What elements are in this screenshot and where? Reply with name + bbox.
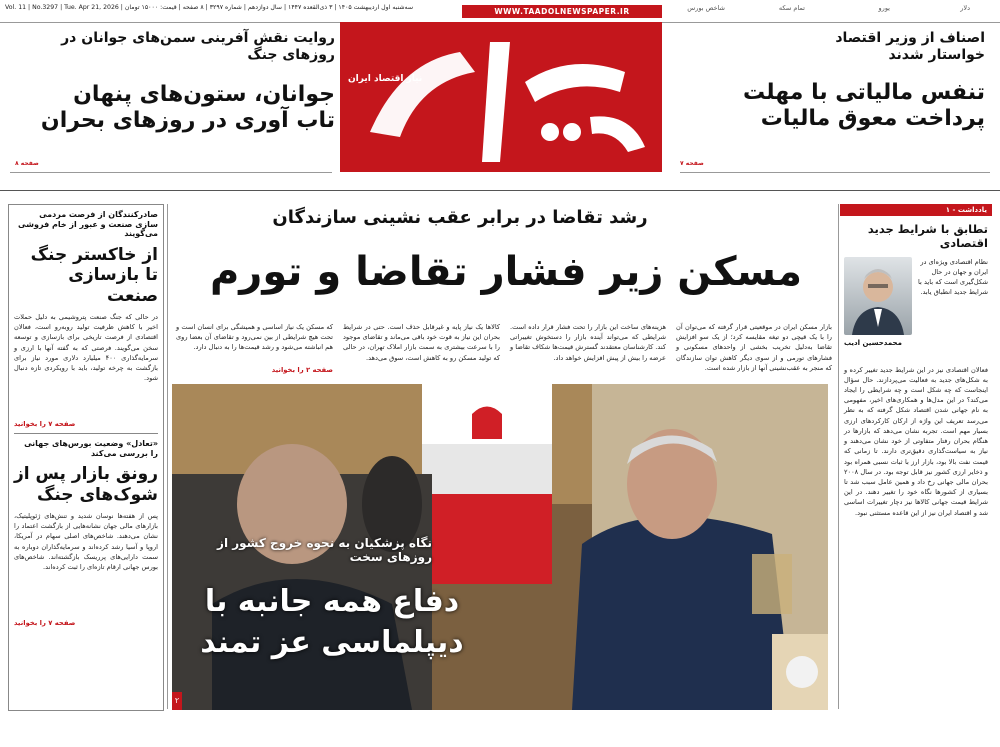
top-right-story[interactable] <box>665 30 985 132</box>
editorial-intro: نظام اقتصادی ویژه‌ای در ایران و جهان در حال شکل‌گیری است که باید با شرایط جدید انطباق یابد. <box>918 257 988 297</box>
story-page-ref[interactable]: صفحه ۷ را بخوانید <box>14 618 76 627</box>
photo-kicker: نگاه پزشکیان به نحوه خروج کشور از روزهای سخت <box>217 536 432 564</box>
editorial-headline: تطابق با شرایط جدید اقتصادی <box>867 222 988 250</box>
left-column <box>8 204 164 711</box>
website-bar[interactable]: WWW.TAADOLNEWSPAPER.IR <box>462 5 662 18</box>
story-headline: رونق بازار پس از شوک‌های جنگ <box>13 464 158 505</box>
photo-headline: دفاع همه جانبه با دیپلماسی عز تمند <box>200 584 464 660</box>
column-rule <box>167 204 168 709</box>
story-kicker: صادرکنندگان از فرصت مردمی سازی صنعت و عبور از خام فروشی می‌گویند <box>18 210 158 239</box>
ticker-item: یورو <box>878 4 890 12</box>
issue-line: Vol. 11 | No.3297 | Tue. Apr 21, 2026 | سه‌شنبه اول اردیبهشت ۱۴۰۵ | ۳ ذی‌القعده ۱۴۴۷ | سال دوازدهم | شماره ۳۲۹۷ | ۸ صفحه | قیمت: ۱۵۰۰۰ تومان <box>5 4 414 11</box>
main-column: کالاها یک نیاز پایه و غیرقابل حذف است. حتی در شرایط بحران این نیاز به قوت خود باقی می‌ماند و تقاضای موجود را با سرعت بیشتری به سمت بازار املاک تهران، در حالی که تولید مسکن رو به کاهش است، سوق می‌دهد. <box>343 323 500 362</box>
main-headline: مسکن زیر فشار تقاضا و تورم <box>209 249 803 295</box>
main-column: بازار مسکن ایران در موقعیتی قرار گرفته که می‌توان آن را با یک قیچی دو تیغه مقایسه کرد؛ از یک سو افزایش تقاضا به‌دلیل تخریب بخشی از واحدهای مسکونی و فشارهای تورمی و از سوی دیگر کاهش توان سازندگان که منجر به عقب‌نشینی آنها از بازار شده است. <box>676 323 832 372</box>
story-headline: جوانان، ستون‌های پنهان تاب آوری در روزهای بحران <box>40 81 335 133</box>
main-kicker: رشد تقاضا در برابر عقب نشینی سازندگان <box>272 207 648 228</box>
author-portrait-icon <box>844 257 912 335</box>
ticker-item: شاخص بورس <box>687 4 725 12</box>
divider <box>680 172 990 173</box>
section-divider <box>0 190 1000 191</box>
main-column: که مسکن یک نیاز اساسی و همیشگی برای انسان است و تحت هیچ شرایطی از بین نمی‌رود و تقاضای آن بعضا روی هم انباشته می‌شود و رشد قیمت‌ها را به دنبال دارد. <box>176 323 333 352</box>
editorial-column <box>840 204 992 709</box>
story-kicker: روایت نقش آفرینی سمن‌های جوانان در روزهای جنگ <box>61 30 335 63</box>
story-kicker: اصناف از وزیر اقتصاد خواستار شدند <box>835 30 985 63</box>
ticker-item: دلار <box>960 4 970 12</box>
photo-page-number[interactable]: ۲ <box>172 692 182 710</box>
main-page-ref[interactable]: صفحه ۲ را بخوانید <box>271 366 333 374</box>
divider <box>10 172 332 173</box>
story-body: در حالی که جنگ صنعت پتروشیمی به دلیل حملات اخیر با کاهش ظرفیت تولید روبه‌رو است، فعالان اقتصادی از فرصت تاریخی برای بازسازی و توسعه سخن می‌گویند. فرصتی که به گفته آنها با ارزی و سرمایه‌گذاری ۴۰۰ میلیارد دلاری مورد نیاز برای بازگشت به چرخه تولید، باید با رویکردی تازه دنبال شود. <box>14 312 158 383</box>
story-page-ref[interactable]: صفحه ۷ را بخوانید <box>14 419 76 428</box>
column-rule <box>838 204 839 709</box>
logo-tagline: نیاز اقتصاد ایران <box>348 74 423 84</box>
top-left-story[interactable] <box>15 30 335 134</box>
story-body: پس از هفته‌ها نوسان شدید و تنش‌های ژئوپلیتیک، بازارهای مالی جهان نشانه‌هایی از بازگشت اعتماد را نشان می‌دهند. شاخص‌های اصلی سهام در آمریکا، اروپا و آسیا رشد کرده‌اند و سرمایه‌گذاران دوباره به سمت دارایی‌های پرریسک بازگشته‌اند. شاخص‌های بورس جهانی ارقام تازه‌ای را ثبت کرده‌اند. <box>14 511 158 572</box>
main-column: هزینه‌های ساخت این بازار را تحت فشار قرار داده است. شرایطی که می‌تواند آینده بازار را دستخوش تغییراتی کند. کارشناسان معتقدند گسترش قیمت‌ها شکاف تقاضا و عرضه را بیش از پیش افزایش خواهد داد. <box>510 323 666 362</box>
divider <box>14 433 158 434</box>
editorial-label: یادداشت - ۱ <box>840 204 992 216</box>
masthead-logo <box>340 22 662 172</box>
author-photo <box>844 257 912 335</box>
lead-photo <box>172 384 828 710</box>
editorial-body: فعالان اقتصادی نیز در این شرایط جدید تغییر کرده و به شکل‌های جدید به فعالیت می‌پردازند. حال سؤال اینجاست که چه شکل است و چه شرایطی را ایجاد می‌کند؟ در این مدل‌ها و همکاری‌های اخیر، مفهومی به نام جهانی شدن اقتصاد شکل گرفته که به نظر می‌رسد تعریف این واژه از ارکان کارکردهای ارزی بسیار مهم است. تجربه نشان می‌دهد که بازارها در هنگام بحران رفتار متفاوتی از خود نشان می‌دهند و نیاز به سیاست‌گذاری دقیق‌تری دارند. تا زمانی که قیمت نفت بالا بود، بازار ارز با ثبات نسبی همراه بود و ذخایر ارزی کشور نیز قابل توجه بود. در سال ۲۰۰۸ بحران مالی جهانی رخ داد و همین عامل سبب شد تا بسیاری از کشورها نگاه خود را تغییر دهند. در این شرایط قیمت جهانی کالاها نیز دچار تغییرات اساسی شد و اقتصاد ایران نیز از این قاعده مستثنی نبود. <box>844 365 988 517</box>
story-kicker: «تعادل» وضعیت بورس‌های جهانی را بررسی می‌کند <box>24 438 158 458</box>
story-headline: تنفس مالیاتی با مهلت پرداخت معوق مالیات <box>743 79 985 131</box>
page-ref[interactable]: صفحه ۷ <box>680 160 704 167</box>
author-name: محمدحسین ادیب <box>844 338 902 347</box>
ticker-item: تمام سکه <box>778 4 805 12</box>
page-ref[interactable]: صفحه ۸ <box>15 160 39 167</box>
story-headline: از خاکستر جنگ تا بازسازی صنعت <box>30 244 158 306</box>
